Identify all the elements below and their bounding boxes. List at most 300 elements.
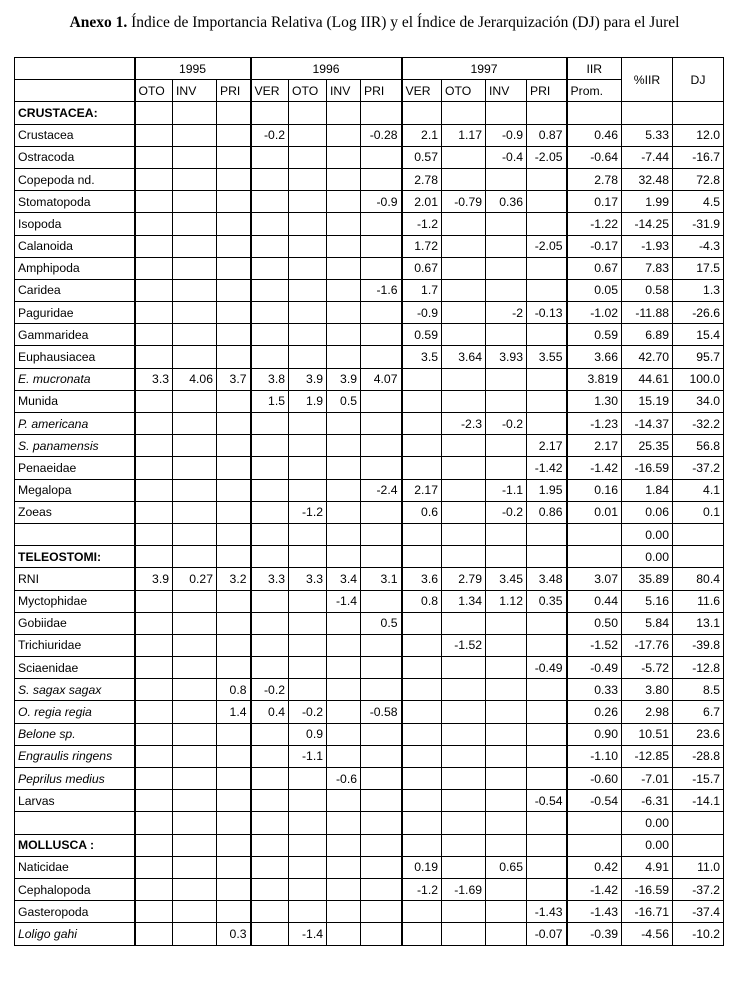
season-value-cell [289,679,327,701]
season-value-cell [251,279,289,301]
season-value-cell [217,501,251,523]
season-value-cell [442,368,486,390]
row-label: Sciaenidae [15,657,135,679]
season-value-cell [173,923,217,945]
row-label: Penaeidae [15,457,135,479]
piir-value-cell: 25.35 [622,435,673,457]
iir-value-cell [567,546,622,568]
season-value-cell [217,390,251,412]
season-value-cell: -0.79 [442,191,486,213]
season-value-cell: 1.9 [289,390,327,412]
season-value-cell [442,812,486,834]
dj-value-cell [673,834,724,856]
season-value-cell [486,812,527,834]
season-value-cell [486,657,527,679]
iir-value-cell: -0.17 [567,235,622,257]
season-value-cell [289,856,327,878]
dj-value-cell [673,102,724,124]
table-row [15,346,724,368]
row-label: Trichiuridae [15,634,135,656]
season-value-cell [173,346,217,368]
season-value-cell [527,168,567,190]
season-value-cell [173,546,217,568]
season-value-cell [289,812,327,834]
table-row [15,413,724,435]
season-value-cell [442,834,486,856]
season-value-cell [442,701,486,723]
season-value-cell [135,501,173,523]
season-value-cell [486,279,527,301]
season-value-cell [289,413,327,435]
season-value-cell [486,723,527,745]
season-value-cell [402,657,442,679]
season-value-cell [251,612,289,634]
season-value-cell [173,124,217,146]
season-value-cell [289,612,327,634]
season-value-cell [327,745,361,767]
season-value-cell: 3.7 [217,368,251,390]
season-value-cell [486,102,527,124]
iir-value-cell [567,523,622,545]
season-value-cell [173,856,217,878]
season-value-cell: -0.13 [527,302,567,324]
season-value-cell [217,723,251,745]
season-value-cell [361,168,402,190]
season-value-cell: 1.12 [486,590,527,612]
season-header-cell: OTO [135,80,173,102]
season-value-cell [361,590,402,612]
season-value-cell [135,923,173,945]
season-value-cell [361,745,402,767]
season-value-cell [173,191,217,213]
piir-value-cell: 0.00 [622,523,673,545]
title-text: Índice de Importancia Relativa (Log IIR) y el Índice de Jerarquización (DJ) para el Jurel [131,14,680,31]
season-value-cell [402,901,442,923]
season-value-cell [251,657,289,679]
season-value-cell [251,213,289,235]
season-value-cell [289,834,327,856]
row-label: Peprilus medius [15,768,135,790]
season-value-cell [289,546,327,568]
season-value-cell [135,302,173,324]
iir-value-cell [567,834,622,856]
table-row [15,878,724,900]
season-value-cell: -1.52 [442,634,486,656]
season-value-cell [486,435,527,457]
season-value-cell [217,834,251,856]
iir-value-cell: -0.60 [567,768,622,790]
season-value-cell [217,257,251,279]
season-value-cell [486,457,527,479]
table-row [15,235,724,257]
season-value-cell: -1.1 [486,479,527,501]
season-value-cell [289,324,327,346]
dj-value-cell: 80.4 [673,568,724,590]
season-value-cell [173,235,217,257]
iir-value-cell: -0.49 [567,657,622,679]
season-value-cell [173,634,217,656]
season-value-cell [251,590,289,612]
season-value-cell [217,346,251,368]
piir-value-cell: -16.59 [622,457,673,479]
season-value-cell: -2.4 [361,479,402,501]
season-value-cell [173,812,217,834]
iir-value-cell: -0.54 [567,790,622,812]
table-row [15,723,724,745]
piir-value-cell: -6.31 [622,790,673,812]
season-header-cell: PRI [361,80,402,102]
season-value-cell [527,723,567,745]
dj-value-cell: -37.2 [673,878,724,900]
season-value-cell [327,790,361,812]
table-row [15,501,724,523]
season-value-cell: -1.43 [527,901,567,923]
season-value-cell [135,146,173,168]
season-value-cell: -2.3 [442,413,486,435]
row-label: Gammaridea [15,324,135,346]
season-value-cell: -0.6 [327,768,361,790]
season-value-cell: -2.05 [527,235,567,257]
season-value-cell [251,812,289,834]
season-value-cell [442,790,486,812]
table-row [15,679,724,701]
season-value-cell [327,413,361,435]
season-value-cell: 0.57 [402,146,442,168]
year-header-row [15,58,724,80]
season-value-cell: 2.79 [442,568,486,590]
season-value-cell [251,146,289,168]
season-value-cell [289,878,327,900]
season-value-cell [135,191,173,213]
season-value-cell [402,790,442,812]
data-table [14,57,724,946]
season-value-cell [251,235,289,257]
season-value-cell: 3.9 [289,368,327,390]
table-row [15,435,724,457]
season-value-cell [217,546,251,568]
season-value-cell [217,901,251,923]
dj-value-cell: 6.7 [673,701,724,723]
dj-value-cell: -32.2 [673,413,724,435]
season-value-cell: 4.06 [173,368,217,390]
season-value-cell [173,901,217,923]
season-value-cell [327,634,361,656]
season-value-cell [135,745,173,767]
season-value-cell [217,279,251,301]
season-value-cell [402,745,442,767]
season-value-cell: -1.6 [361,279,402,301]
iir-value-cell: -1.42 [567,457,622,479]
season-value-cell: 0.86 [527,501,567,523]
season-value-cell: 0.9 [289,723,327,745]
season-value-cell [442,102,486,124]
season-value-cell [173,657,217,679]
piir-value-cell: -16.71 [622,901,673,923]
season-value-cell: 0.27 [173,568,217,590]
season-value-cell [327,501,361,523]
dj-value-cell: -31.9 [673,213,724,235]
season-value-cell: -1.4 [327,590,361,612]
season-value-cell [173,878,217,900]
season-value-cell: 0.6 [402,501,442,523]
season-value-cell [217,790,251,812]
season-value-cell [327,302,361,324]
season-value-cell [289,457,327,479]
season-value-cell [442,390,486,412]
season-value-cell [289,901,327,923]
season-value-cell: -0.4 [486,146,527,168]
table-row [15,634,724,656]
season-value-cell [486,324,527,346]
season-value-cell [135,546,173,568]
season-value-cell [217,745,251,767]
year-header-1997: 1997 [402,58,567,80]
season-value-cell: 3.2 [217,568,251,590]
dj-value-cell: 56.8 [673,435,724,457]
season-value-cell: 3.45 [486,568,527,590]
season-value-cell [251,546,289,568]
table-row [15,790,724,812]
season-value-cell [442,168,486,190]
season-value-cell [327,168,361,190]
iir-value-cell: 0.17 [567,191,622,213]
season-value-cell [527,546,567,568]
title-prefix: Anexo 1. [69,14,128,31]
piir-value-cell: 5.84 [622,612,673,634]
season-value-cell [442,745,486,767]
season-value-cell: -0.2 [486,501,527,523]
season-value-cell [135,324,173,346]
season-value-cell [486,523,527,545]
season-value-cell [251,745,289,767]
season-value-cell: -0.2 [251,124,289,146]
season-value-cell [289,590,327,612]
season-value-cell: 2.78 [402,168,442,190]
table-row [15,390,724,412]
piir-value-cell: -16.59 [622,878,673,900]
table-row [15,768,724,790]
document-title [0,14,749,32]
row-label: O. regia regia [15,701,135,723]
table-row [15,923,724,945]
season-value-cell [361,768,402,790]
season-value-cell [486,368,527,390]
season-value-cell: 3.64 [442,346,486,368]
season-value-cell [361,235,402,257]
season-value-cell [527,856,567,878]
season-value-cell [327,346,361,368]
season-value-cell [173,324,217,346]
season-value-cell: 1.95 [527,479,567,501]
table-row [15,590,724,612]
season-value-cell [173,679,217,701]
season-value-cell [327,856,361,878]
row-label: MOLLUSCA : [15,834,135,856]
season-value-cell: 3.1 [361,568,402,590]
piir-value-cell: -5.72 [622,657,673,679]
row-label: Paguridae [15,302,135,324]
season-value-cell [527,812,567,834]
season-value-cell: 3.48 [527,568,567,590]
season-value-cell [251,790,289,812]
table-row [15,191,724,213]
season-value-cell: 3.8 [251,368,289,390]
table-row [15,368,724,390]
piir-value-cell: 35.89 [622,568,673,590]
season-value-cell [327,279,361,301]
season-value-cell [327,878,361,900]
row-label: Calanoida [15,235,135,257]
season-value-cell [173,501,217,523]
season-value-cell [361,102,402,124]
season-value-cell [361,901,402,923]
table-row [15,812,724,834]
season-value-cell [135,390,173,412]
season-value-cell [361,657,402,679]
iir-value-cell: 3.819 [567,368,622,390]
season-value-cell [135,235,173,257]
season-value-cell [327,612,361,634]
season-value-cell [361,435,402,457]
season-value-cell [402,701,442,723]
season-value-cell [251,878,289,900]
table-row [15,213,724,235]
season-value-cell [173,168,217,190]
season-value-cell [251,723,289,745]
season-value-cell [361,257,402,279]
season-value-cell [251,834,289,856]
season-value-cell [173,413,217,435]
season-value-cell [486,679,527,701]
season-value-cell [402,390,442,412]
season-value-cell: 1.17 [442,124,486,146]
piir-value-cell: -1.93 [622,235,673,257]
season-value-cell [217,168,251,190]
season-value-cell [135,102,173,124]
piir-value-cell: 44.61 [622,368,673,390]
iir-value-cell [567,102,622,124]
season-value-cell: -1.4 [289,923,327,945]
season-value-cell [402,812,442,834]
season-value-cell [486,390,527,412]
season-value-cell [217,235,251,257]
iir-value-cell: -1.10 [567,745,622,767]
season-value-cell [251,457,289,479]
season-value-cell [442,856,486,878]
season-header-cell: INV [486,80,527,102]
season-value-cell [217,124,251,146]
iir-value-cell: 3.66 [567,346,622,368]
iir-value-cell [567,812,622,834]
dj-value-cell: -39.8 [673,634,724,656]
dj-value-cell: 1.3 [673,279,724,301]
season-value-cell [361,146,402,168]
season-value-cell [361,390,402,412]
piir-value-cell: 3.80 [622,679,673,701]
season-value-cell: -0.2 [251,679,289,701]
season-value-cell [173,768,217,790]
season-value-cell [327,235,361,257]
season-value-cell [251,768,289,790]
season-value-cell [173,390,217,412]
iir-value-cell: 0.33 [567,679,622,701]
row-label: Zoeas [15,501,135,523]
dj-value-cell: -16.7 [673,146,724,168]
season-value-cell [442,768,486,790]
row-label: Gasteropoda [15,901,135,923]
iir-value-cell: 0.26 [567,701,622,723]
row-label: Caridea [15,279,135,301]
prom-header: Prom. [567,80,622,102]
season-value-cell [135,790,173,812]
season-value-cell [402,923,442,945]
table-row [15,257,724,279]
season-value-cell [442,479,486,501]
season-value-cell [289,102,327,124]
row-label: P. americana [15,413,135,435]
season-value-cell [361,790,402,812]
dj-value-cell: 23.6 [673,723,724,745]
season-value-cell [327,191,361,213]
season-value-cell [135,901,173,923]
season-value-cell [402,368,442,390]
season-value-cell [251,191,289,213]
season-value-cell [251,479,289,501]
iir-value-cell: 0.42 [567,856,622,878]
season-value-cell [217,634,251,656]
piir-value-cell: -4.56 [622,923,673,945]
season-value-cell: -0.54 [527,790,567,812]
season-value-cell [217,213,251,235]
season-value-cell [327,812,361,834]
season-value-cell [327,457,361,479]
season-value-cell [251,856,289,878]
season-value-cell: 3.3 [251,568,289,590]
season-value-cell [361,213,402,235]
season-value-cell [327,701,361,723]
piir-value-cell: -14.37 [622,413,673,435]
season-value-cell [527,878,567,900]
season-value-cell [135,257,173,279]
season-value-cell [173,479,217,501]
season-header-row [15,80,724,102]
row-label: Loligo gahi [15,923,135,945]
season-value-cell [361,812,402,834]
season-value-cell: 1.72 [402,235,442,257]
year-header-1995: 1995 [135,58,251,80]
season-value-cell [486,634,527,656]
season-value-cell [173,590,217,612]
dj-value-cell: -4.3 [673,235,724,257]
dj-value-cell: 4.5 [673,191,724,213]
season-value-cell: 0.67 [402,257,442,279]
season-value-cell [173,279,217,301]
season-value-cell [527,523,567,545]
season-value-cell: 0.36 [486,191,527,213]
piir-value-cell: -7.01 [622,768,673,790]
season-value-cell [135,279,173,301]
dj-value-cell: 13.1 [673,612,724,634]
season-value-cell [135,723,173,745]
piir-value-cell: 5.16 [622,590,673,612]
season-value-cell [486,745,527,767]
season-value-cell [402,413,442,435]
season-value-cell [251,634,289,656]
season-value-cell [251,302,289,324]
season-value-cell: 1.7 [402,279,442,301]
iir-value-cell: -1.42 [567,878,622,900]
season-value-cell [135,213,173,235]
